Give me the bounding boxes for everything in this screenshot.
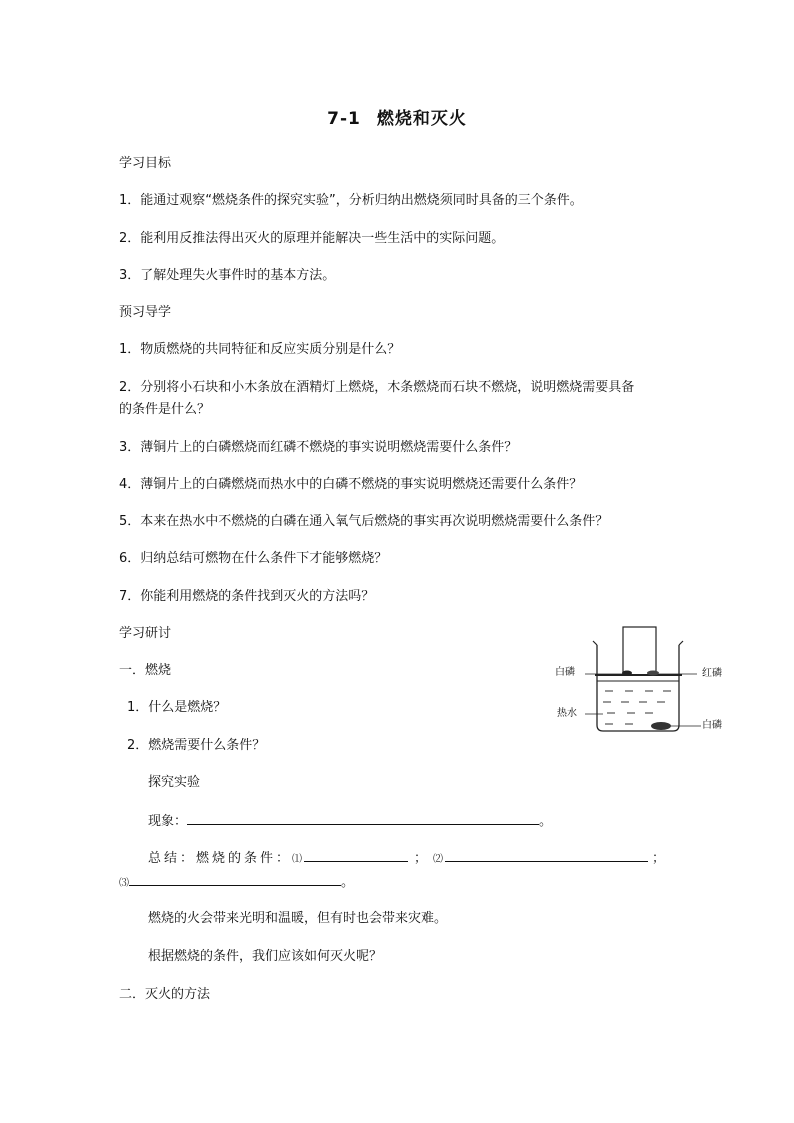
part-extinguishing-methods: 二．灭火的方法 [119,987,211,1002]
preview-item-2: 2．分别将小石块和小木条放在酒精灯上燃烧，木条燃烧而石块不燃烧，说明燃烧需要具备 [119,380,635,395]
question-what-is-combustion: 1．什么是燃烧？ [127,700,227,715]
inner-tube [623,627,656,675]
preview-item-2-cont: 的条件是什么？ [119,402,211,417]
beaker-outline [597,645,679,731]
blank-1-marker: ⑴ [292,854,303,865]
heading-learning-goals: 学习目标 [119,156,172,171]
condition-blank-3[interactable] [129,871,341,886]
condition-blank-1[interactable] [304,847,408,862]
preview-item-6: 6．归纳总结可燃物在什么条件下才能够燃烧？ [119,551,388,566]
apparatus-diagram [555,625,730,735]
lesson-number: 7-1 [327,109,361,129]
paragraph-how-extinguish: 根据燃烧的条件，我们应该如何灭火呢？ [148,949,383,964]
phenomenon-label: 现象： [148,814,188,829]
paragraph-fire-disaster: 燃烧的火会带来光明和温暖，但有时也会带来灾难。 [148,911,448,926]
label-red-phosphorus: 红磷 [702,668,722,679]
condition-blank-2[interactable] [445,847,648,862]
summary-label: 总结：燃烧的条件： [148,851,293,866]
question-conditions: 2．燃烧需要什么条件？ [127,738,266,753]
label-white-phosphorus-top: 白磷 [555,667,575,678]
label-hot-water: 热水 [557,708,577,719]
summary-period: 。 [341,875,355,890]
experiment-label: 探究实验 [148,775,201,790]
preview-item-3: 3．薄铜片上的白磷燃烧而红磷不燃烧的事实说明燃烧需要什么条件？ [119,440,518,455]
beaker-rim [593,641,683,645]
goal-item-3: 3．了解处理失火事件时的基本方法。 [119,268,336,283]
phenomenon-row [148,810,552,833]
white-phosphorus-on-sheet [622,671,632,676]
heading-preview-guide: 预习导学 [119,305,172,320]
phenomenon-period: 。 [539,814,553,829]
combustion-experiment-figure [555,625,730,735]
preview-item-1: 1．物质燃烧的共同特征和反应实质分别是什么？ [119,342,401,357]
part-combustion: 一．燃烧 [119,663,172,678]
water-dashes [603,691,671,724]
blank-2-marker: ⑵ [433,854,444,865]
preview-item-7: 7．你能利用燃烧的条件找到灭火的方法吗？ [119,589,375,604]
blank-3-marker: ⑶ [119,878,129,889]
white-phosphorus-in-water [651,722,671,730]
lesson-title: 燃烧和灭火 [376,109,467,129]
page-title [0,104,794,129]
goal-item-2: 2．能利用反推法得出灭火的原理并能解决一些生活中的实际问题。 [119,231,505,246]
red-phosphorus [647,671,659,676]
phenomenon-blank[interactable] [187,810,539,825]
label-white-phosphorus-bottom: 白磷 [702,720,722,731]
summary-row [148,847,665,871]
preview-item-4: 4．薄铜片上的白磷燃烧而热水中的白磷不燃烧的事实说明燃烧还需要什么条件？ [119,477,583,492]
separator-2: ； [652,851,666,866]
separator-1: ； [414,851,428,866]
preview-item-5: 5．本来在热水中不燃烧的白磷在通入氧气后燃烧的事实再次说明燃烧需要什么条件？ [119,514,609,529]
goal-item-1: 1．能通过观察“燃烧条件的探究实验”，分析归纳出燃烧须同时具备的三个条件。 [119,193,583,208]
summary-row-cont [119,871,354,895]
heading-study-discussion: 学习研讨 [119,626,172,641]
